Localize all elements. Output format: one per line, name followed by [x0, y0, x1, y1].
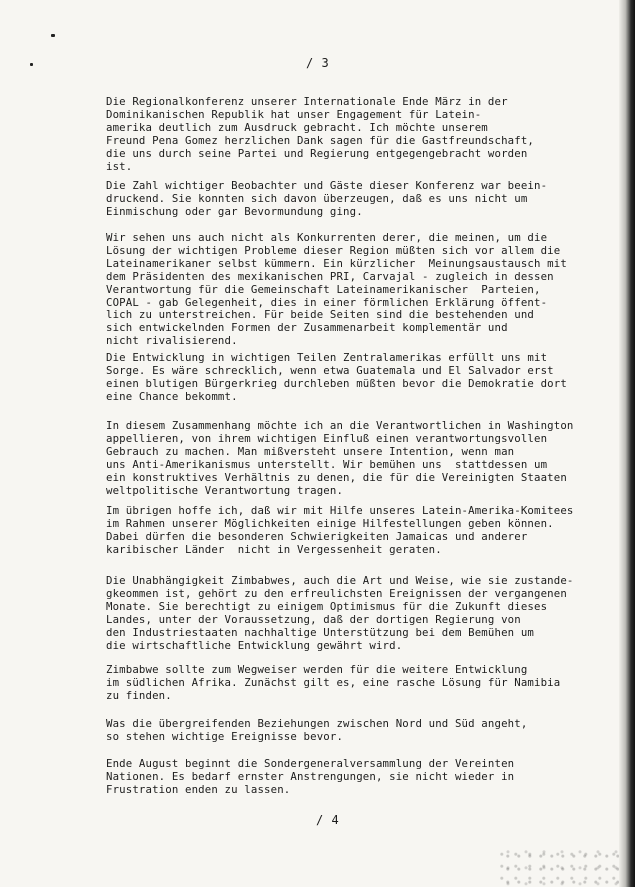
paragraph: Was die übergreifenden Beziehungen zwischen Nord und Süd angeht, so stehen wichtige Ereignisse bevor. — [106, 717, 528, 743]
paragraph: Wir sehen uns auch nicht als Konkurrenten derer, die meinen, um die Lösung der wichtigen Probleme dieser Region müßten sich vor allem die Lateinamerikaner selbst kümmern. Ein kürzlicher Meinungsaustausch mit dem Präsidenten des mexikanischen PRI, Carvajal - zugleich in dessen Verantwortung für die Gemeinschaft Lateinamerikanischer Parteien, COPAL - gab Gelegenheit, dies in einer förmlichen Erklärung öffent- lich zu unterstreichen. Für beide Seiten sind die bestehenden und sich entwickelnden Formen der Zusammenarbeit komplementär und nicht rivalisierend. — [106, 231, 567, 348]
paragraph: In diesem Zusammenhang möchte ich an die Verantwortlichen in Washington appellieren, von ihrem wichtigen Einfluß einen verantwortungsvollen Gebrauch zu machen. Man mißversteht unsere Intention, wenn man uns Anti-Amerikanismus unterstellt. Wir bemühen uns stattdessen um ein konstruktives Verhältnis zu denen, die für die Vereinigten Staaten weltpolitische Verantwortung tragen. — [106, 419, 574, 497]
scan-noise — [499, 847, 619, 887]
paragraph: Die Regionalkonferenz unserer Internationale Ende März in der Dominikanischen Republik hat unser Engagement für Latein- amerika deutlich zum Ausdruck gebracht. Ich möchte unserem Freund Pena Gomez herzlichen Dank sagen für die Gastfreundschaft, die uns durch seine Partei und Regierung entgegengebracht worden ist. — [106, 95, 534, 173]
next-page-number: / 4 — [316, 813, 340, 827]
paragraph: Im übrigen hoffe ich, daß wir mit Hilfe unseres Latein-Amerika-Komitees im Rahmen unserer Möglichkeiten einige Hilfestellungen geben können. Dabei dürfen die besonderen Schwierigkeiten Jamaicas und anderer karibischer Länder nicht in Vergessenheit geraten. — [106, 504, 574, 556]
paragraph: Die Unabhängigkeit Zimbabwes, auch die Art und Weise, wie sie zustande- gkeommen ist, gehört zu den erfreulichsten Ereignissen der vergangenen Monate. Sie berechtigt zu einigem Optimismus für die Zukunft dieses Landes, unter der Voraussetzung, daß der dortigen Regierung von den Industriestaaten nachhaltige Unterstützung bei dem Bemühen um die wirtschaftliche Entwicklung gewährt wird. — [106, 574, 574, 652]
paragraph: Zimbabwe sollte zum Wegweiser werden für die weitere Entwicklung im südlichen Afrika. Zunächst gilt es, eine rasche Lösung für Namibia zu finden. — [106, 663, 561, 702]
scan-speck — [51, 34, 55, 37]
paragraph: Die Entwicklung in wichtigen Teilen Zentralamerikas erfüllt uns mit Sorge. Es wäre schrecklich, wenn etwa Guatemala und El Salvador erst einen blutigen Bürgerkrieg durchleben müßten bevor die Demokratie dort eine Chance bekommt. — [106, 351, 567, 403]
paragraph: Ende August beginnt die Sondergeneralversammlung der Vereinten Nationen. Es bedarf ernster Anstrengungen, sie nicht wieder in Frustration enden zu lassen. — [106, 757, 515, 796]
page-number: / 3 — [306, 56, 330, 70]
paragraph: Die Zahl wichtiger Beobachter und Gäste dieser Konferenz war beein- druckend. Sie konnten sich davon überzeugen, daß es uns nicht um Einmischung oder gar Bevormundung ging. — [106, 179, 548, 218]
scan-edge — [619, 0, 635, 887]
scan-speck — [30, 63, 33, 66]
